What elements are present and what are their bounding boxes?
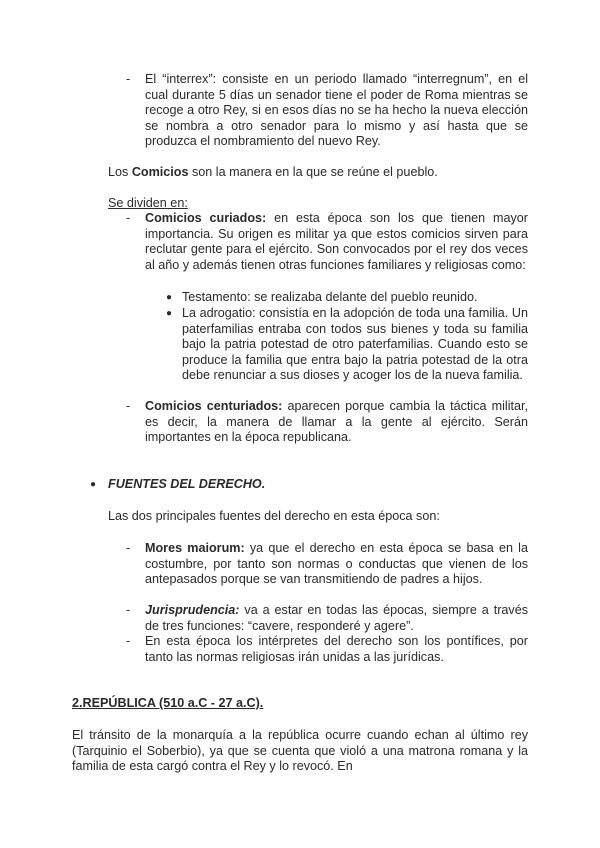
list-dash: - <box>126 634 131 648</box>
list-dash: - <box>126 603 131 617</box>
bullet-icon: ● <box>90 479 97 490</box>
list-dash: - <box>126 399 131 413</box>
fuentes-intro: Las dos principales fuentes del derecho en esta época son: <box>108 509 440 523</box>
republica-heading: 2.REPÚBLICA (510 a.C - 27 a.C). <box>72 696 264 710</box>
jurisprudencia-item <box>145 603 528 634</box>
mores-text: ya que el derecho en esta época se basa en la costumbre, por tanto son normas o conductas que vienen de los antepasados porque se van transmitiendo de padres a hijos. <box>145 541 528 587</box>
testamento-item: Testamento: se realizaba delante del pueblo reunido. <box>182 290 478 304</box>
list-dash: - <box>126 541 131 555</box>
centuriados-text: aparecen porque cambia la táctica militar, es decir, la manera de llamar a la gente al ejército. Serán importantes en la época republicana. <box>145 399 529 445</box>
dividen-heading: Se dividen en: <box>108 196 188 210</box>
republica-paragraph: El tránsito de la monarquía a la república ocurre cuando echan al último rey (Tarquinio el Soberbio), ya que se cuenta que violó a una matrona romana y la familia de esta cargó contra el Rey y lo revocó. En <box>72 728 528 774</box>
mores-maiorum-item <box>145 541 528 588</box>
mores-bold: Mores maiorum: <box>145 541 245 555</box>
curiados-bold: Comicios curiados: <box>145 211 267 225</box>
centuriados-paragraph <box>145 399 528 446</box>
curiados-text: en esta época son los que tienen mayor importancia. Su origen es militar ya que estos comicios sirven para reclutar gente para el ejército. Son convocados por el rey dos veces al año y además tienen otras funciones familiares y religiosas como: <box>145 211 528 272</box>
bullet-icon: ● <box>166 308 173 319</box>
list-dash: - <box>126 211 131 225</box>
list-dash: - <box>126 72 131 86</box>
bullet-icon: ● <box>166 292 173 303</box>
comicios-intro-pre: Los <box>108 165 132 179</box>
adrogatio-item: La adrogatio: consistía en la adopción de toda una familia. Un paterfamilias entraba con todos sus bienes y toda su familia bajo la patria potestad de otro paterfamilias. Cuando esto se produce la familia que entra bajo la patria potestad de la otra debe renunciar a sus dioses y acoger los de la nueva familia. <box>182 306 528 383</box>
comicios-intro-post: son la manera en la que se reúne el pueblo. <box>188 165 438 179</box>
curiados-paragraph <box>145 211 528 273</box>
comicios-intro <box>108 165 528 181</box>
pontifices-item: En esta época los intérpretes del derecho son los pontífices, por tanto las normas religiosas irán unidas a las jurídicas. <box>145 634 528 664</box>
centuriados-bold: Comicios centuriados: <box>145 399 283 413</box>
jurisprudencia-text: va a estar en todas las épocas, siempre a través de tres funciones: “cavere, responderé y agere”. <box>145 603 528 633</box>
comicios-bold: Comicios <box>131 165 189 179</box>
interrex-paragraph: El “interrex”: consiste en un periodo llamado “interregnum”, en el cual durante 5 días un senador tiene el poder de Roma mientras se recoge a otro Rey, si en esos días no se ha hecho la nueva elección se nombra a otro senador para lo mismo y así hasta que se produzca el nombramiento del nuevo Rey. <box>145 72 528 149</box>
fuentes-heading: FUENTES DEL DERECHO. <box>108 477 266 491</box>
jurisprudencia-bold: Jurisprudencia: <box>145 603 240 617</box>
